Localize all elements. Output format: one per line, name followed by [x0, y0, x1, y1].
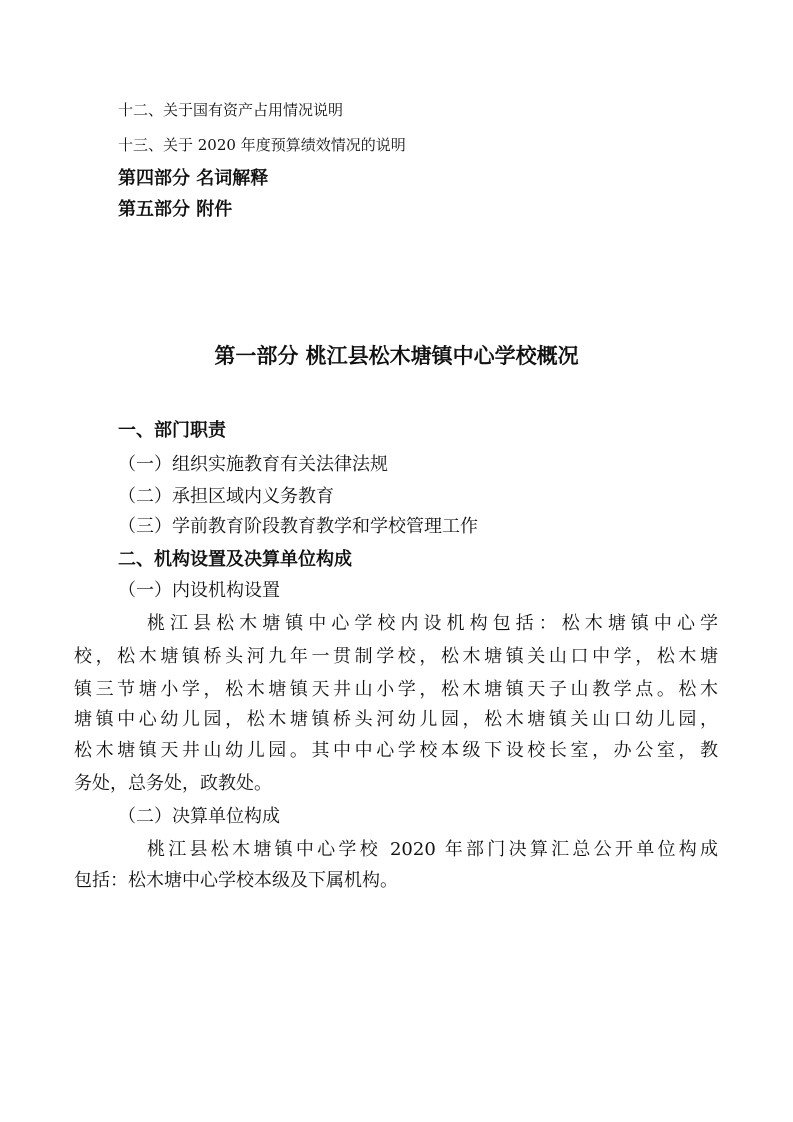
subsection-internal-heading: （一）内设机构设置: [118, 580, 280, 601]
toc-item-12: 十二、关于国有资产占用情况说明: [118, 101, 344, 119]
duty-item-2: （二）承担区域内义务教育: [118, 486, 334, 507]
duty-item-1: （一）组织实施教育有关法律法规: [118, 454, 388, 475]
internal-paragraph-line: 镇三节塘小学，松木塘镇天井山小学，松木塘镇天子山教学点。松木: [74, 679, 718, 700]
internal-paragraph-line: 桃江县松木塘镇中心学校内设机构包括：松木塘镇中心学: [147, 613, 718, 634]
toc-item-13: 十三、关于 2020 年度预算绩效情况的说明: [118, 136, 406, 154]
part1-title: 第一部分 桃江县松木塘镇中心学校概况: [214, 344, 579, 368]
internal-paragraph-line: 塘镇中心幼儿园，松木塘镇桥头河幼儿园，松木塘镇关山口幼儿园，: [74, 709, 718, 730]
subsection-units-heading: （二）决算单位构成: [118, 806, 280, 827]
internal-paragraph-line: 校，松木塘镇桥头河九年一贯制学校，松木塘镇关山口中学，松木塘: [74, 646, 718, 667]
toc-part-5: 第五部分 附件: [118, 199, 233, 220]
units-paragraph-line: 桃江县松木塘镇中心学校 2020 年部门决算汇总公开单位构成: [147, 839, 718, 860]
units-paragraph-line: 包括：松木塘中心学校本级及下属机构。: [74, 870, 398, 891]
internal-paragraph-line: 务处，总务处，政教处。: [74, 773, 272, 794]
internal-paragraph-line: 松木塘镇天井山幼儿园。其中中心学校本级下设校长室，办公室，教: [74, 740, 718, 761]
duty-item-3: （三）学前教育阶段教育教学和学校管理工作: [118, 516, 478, 537]
section1-heading: 一、部门职责: [118, 420, 226, 441]
toc-part-4: 第四部分 名词解释: [118, 168, 269, 189]
section2-heading: 二、机构设置及决算单位构成: [118, 549, 352, 570]
